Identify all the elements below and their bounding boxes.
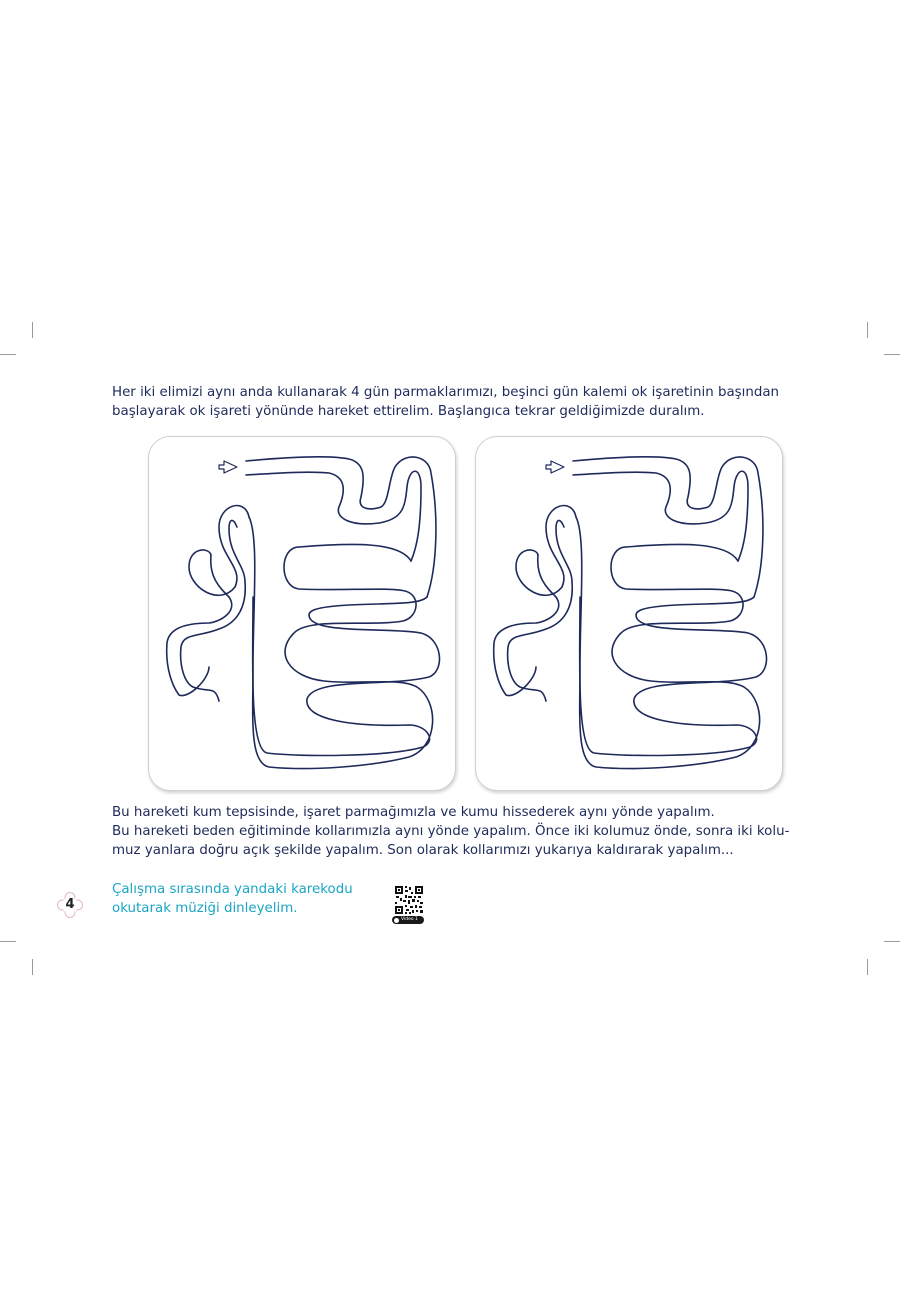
maze-path (149, 437, 455, 790)
maze-card-left (148, 436, 456, 791)
crop-mark (0, 941, 16, 942)
arrow-right-icon (219, 461, 237, 473)
notes-line: Bu hareketi beden eğitiminde kollarımızla aynı yönde yapalım. Önce iki kolumuz önde, sonra iki kolu- (112, 824, 790, 839)
crop-mark (0, 354, 16, 355)
maze-card-right (475, 436, 783, 791)
page-number: 4 (65, 897, 75, 912)
qr-label: Video 1 (401, 917, 418, 922)
activity-notes (112, 803, 812, 860)
instructions-line: başlayarak ok işareti yönünde hareket ettirelim. Başlangıca tekrar geldiğimizde duralım. (112, 403, 705, 419)
crop-mark (884, 354, 900, 355)
notes-line: muz yanlara doğru açık şekilde yapalım. Son olarak kollarımızı yukarıya kaldırarak yapalım... (112, 843, 734, 858)
page-number-badge (57, 892, 83, 918)
crop-mark (32, 959, 33, 975)
arrow-right-icon (546, 461, 564, 473)
crop-mark (867, 322, 868, 338)
maze-path (476, 437, 782, 790)
crop-mark (867, 959, 868, 975)
music-note-line: Çalışma sırasında yandaki karekodu (112, 882, 353, 897)
music-note (112, 880, 382, 918)
play-icon (394, 918, 399, 923)
notes-line: Bu hareketi kum tepsisinde, işaret parmağımızla ve kumu hissederek aynı yönde yapalım. (112, 805, 715, 820)
crop-mark (884, 941, 900, 942)
music-note-line: okutarak müziği dinleyelim. (112, 901, 298, 916)
instructions-line: Her iki elimizi aynı anda kullanarak 4 gün parmaklarımızı, beşinci gün kalemi ok işaretinin başından (112, 385, 780, 400)
qr-code-icon (394, 885, 424, 915)
crop-mark (32, 322, 33, 338)
qr-video-label[interactable] (392, 916, 424, 924)
instructions (112, 384, 802, 421)
qr-code[interactable] (394, 885, 424, 915)
